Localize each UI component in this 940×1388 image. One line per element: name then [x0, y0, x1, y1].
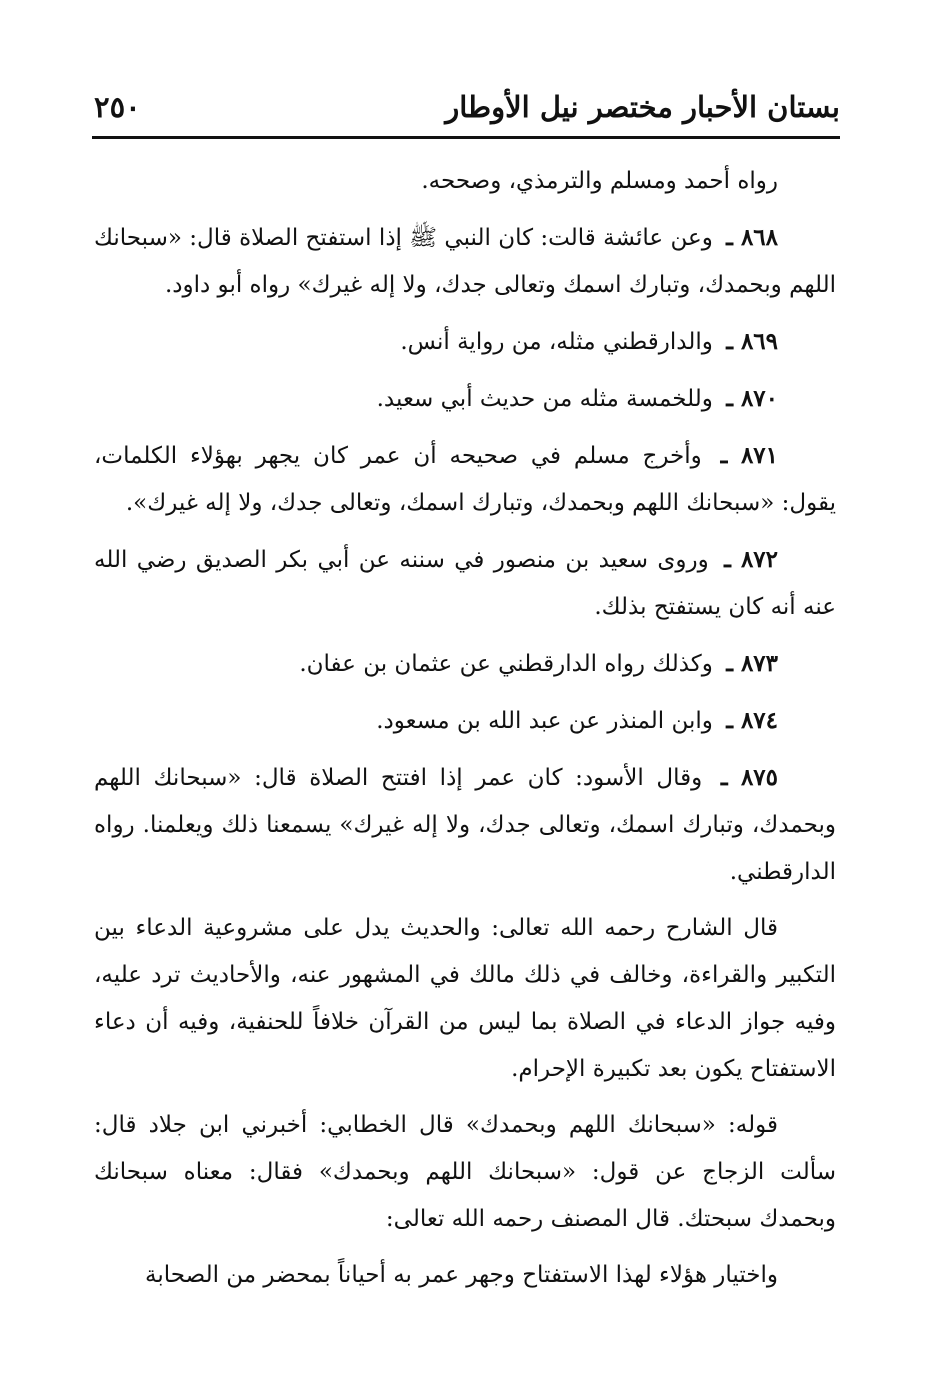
- hadith-number: ٨٧٢ ـ: [724, 546, 779, 573]
- hadith-871: [94, 432, 836, 527]
- hadith-number: ٨٧٣ ـ: [726, 650, 778, 677]
- page-number: ٢٥٠: [94, 90, 141, 124]
- hadith-number: ٨٦٨ ـ: [726, 224, 779, 251]
- hadith-869: [94, 318, 836, 366]
- paragraph-text: وقال الأسود: كان عمر إذا افتتح الصلاة قال: «سبحانك اللهم وبحمدك، وتبارك اسمك، وتعالى جدك، ولا إله غيرك» يسمعنا ذلك ويعلمنا. رواه الدارقطني.: [94, 765, 836, 885]
- paragraph-text: وابن المنذر عن عبد الله بن مسعود.: [376, 708, 713, 734]
- running-header: [92, 82, 840, 136]
- hadith-875: [94, 754, 836, 896]
- hadith-number: ٨٧٤ ـ: [726, 707, 778, 734]
- paragraph-text: وللخمسة مثله من حديث أبي سعيد.: [376, 386, 713, 412]
- paragraph-text: وروى سعيد بن منصور في سننه عن أبي بكر الصديق رضي الله عنه أنه كان يستفتح بذلك.: [94, 547, 836, 620]
- paragraph-text: قال الشارح رحمه الله تعالى: والحديث يدل على مشروعية الدعاء بين التكبير والقراءة، وخالف في ذلك مالك في المشهور عنه، والأحاديث ترد عليه، وفيه جواز الدعاء في الصلاة بما ليس من القرآن خلافاً للحنفية، وفيه أن دعاء الاستفتاح يكون بعد تكبيرة الإحرام.: [94, 915, 836, 1082]
- hadith-number: ٨٧٥ ـ: [720, 764, 779, 791]
- hadith-872: [94, 536, 836, 631]
- hadith-873: [94, 640, 836, 688]
- paragraph: [94, 158, 836, 205]
- paragraph-text: والدارقطني مثله، من رواية أنس.: [400, 329, 713, 355]
- hadith-number: ٨٦٩ ـ: [726, 328, 778, 355]
- commentary-paragraph: [94, 905, 836, 1093]
- commentary-paragraph: [94, 1252, 836, 1299]
- hadith-874: [94, 697, 836, 745]
- commentary-paragraph: [94, 1102, 836, 1243]
- hadith-number: ٨٧١ ـ: [720, 442, 779, 469]
- book-title: بستان الأحبار مختصر نيل الأوطار: [445, 90, 840, 124]
- paragraph-text: وأخرج مسلم في صحيحه أن عمر كان يجهر بهؤلاء الكلمات، يقول: «سبحانك اللهم وبحمدك، وتبارك اسمك، وتعالى جدك، ولا إله غيرك».: [94, 443, 836, 516]
- hadith-number: ٨٧٠ ـ: [726, 385, 778, 412]
- header-rule: [92, 136, 840, 139]
- paragraph-text: قوله: «سبحانك اللهم وبحمدك» قال الخطابي: أخبرني ابن جلاد قال: سألت الزجاج عن قول: «سبحانك اللهم وبحمدك» فقال: معناه سبحانك وبحمدك سبحتك. قال المصنف رحمه الله تعالى:: [94, 1112, 836, 1232]
- page-body: [94, 158, 836, 1308]
- paragraph-text: واختيار هؤلاء لهذا الاستفتاح وجهر عمر به أحياناً بمحضر من الصحابة: [145, 1262, 778, 1288]
- paragraph-text: وعن عائشة قالت: كان النبي ﷺ إذا استفتح الصلاة قال: «سبحانك اللهم وبحمدك، وتبارك اسمك وتعالى جدك، ولا إله غيرك» رواه أبو داود.: [94, 225, 836, 298]
- paragraph-text: رواه أحمد ومسلم والترمذي، وصححه.: [421, 168, 778, 194]
- hadith-868: [94, 214, 836, 309]
- paragraph-text: وكذلك رواه الدارقطني عن عثمان بن عفان.: [299, 651, 713, 677]
- hadith-870: [94, 375, 836, 423]
